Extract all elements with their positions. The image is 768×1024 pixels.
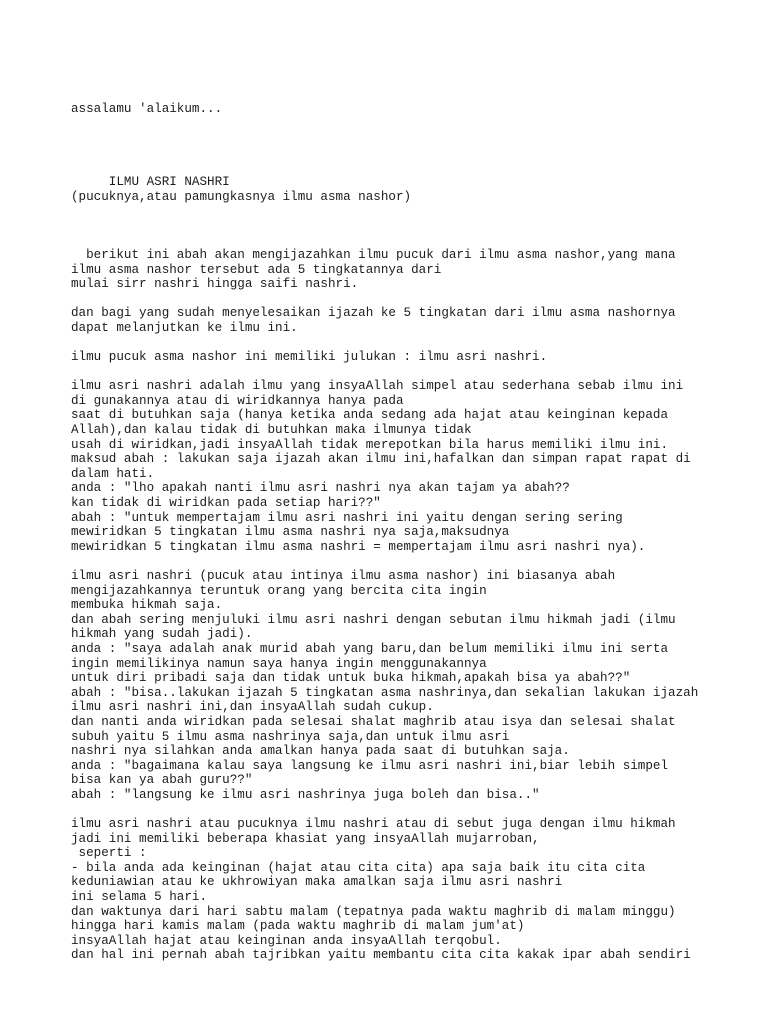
document-line: mulai sirr nashri hingga saifi nashri. — [71, 277, 359, 292]
document-line: berikut ini abah akan mengijazahkan ilmu pucuk dari ilmu asma nashor,yang mana — [71, 247, 676, 262]
document-line: di gunakannya atau di wiridkannya hanya pada — [71, 393, 404, 408]
document-line — [71, 219, 711, 234]
document-line: dalam hati. — [71, 466, 155, 481]
document-line: maksud abah : lakukan saja ijazah akan ilmu ini,hafalkan dan simpan rapat rapat di — [71, 452, 691, 467]
document-line: nashri nya silahkan anda amalkan hanya pada saat di butuhkan saja. — [71, 744, 570, 759]
document-line: ilmu asri nashri ini,dan insyaAllah sudah cukup. — [71, 700, 434, 715]
document-line — [71, 554, 711, 569]
document-line: ilmu asri nashri adalah ilmu yang insyaAllah simpel atau sederhana sebab ilmu ini — [71, 379, 684, 394]
document-line: subuh yaitu 5 ilmu asma nashrinya saja,dan untuk ilmu asri — [71, 729, 510, 744]
document-line: untuk diri pribadi saja dan tidak untuk buka hikmah,apakah bisa ya abah??" — [71, 671, 631, 686]
document-line: Allah),dan kalau tidak di butuhkan maka ilmunya tidak — [71, 423, 472, 438]
document-line: dapat melanjutkan ke ilmu ini. — [71, 320, 298, 335]
document-line — [71, 160, 711, 175]
document-line: saat di butuhkan saja (hanya ketika anda sedang ada hajat atau keinginan kepada — [71, 408, 669, 423]
document-line — [71, 365, 711, 380]
document-line: seperti : — [71, 846, 147, 861]
document-line: - bila anda ada keinginan (hajat atau cita cita) apa saja baik itu cita cita — [71, 860, 646, 875]
document-line: bisa kan ya abah guru??" — [71, 773, 253, 788]
document-line: dan waktunya dari hari sabtu malam (tepatnya pada waktu maghrib di malam minggu) — [71, 904, 676, 919]
document-line: ini selama 5 hari. — [71, 890, 208, 905]
document-line: mengijazahkannya teruntuk orang yang bercita cita ingin — [71, 583, 487, 598]
document-line: insyaAllah hajat atau keinginan anda insyaAllah terqobul. — [71, 933, 502, 948]
document-line: hingga hari kamis malam (pada waktu maghrib di malam jum'at) — [71, 919, 525, 934]
document-line: anda : "saya adalah anak murid abah yang baru,dan belum memiliki ilmu ini serta — [71, 641, 669, 656]
document-line — [71, 233, 711, 248]
document-line: dan nanti anda wiridkan pada selesai shalat maghrib atau isya dan selesai shalat — [71, 714, 676, 729]
document-line: dan bagi yang sudah menyelesaikan ijazah ke 5 tingkatan dari ilmu asma nashornya — [71, 306, 676, 321]
document-line: assalamu 'alaikum... — [71, 102, 223, 116]
document-line: ilmu asma nashor tersebut ada 5 tingkatannya dari — [71, 262, 442, 277]
document-line: keduniawian atau ke ukhrowiyan maka amalkan saja ilmu asri nashri — [71, 875, 563, 890]
document-line: jadi ini memiliki beberapa khasiat yang insyaAllah mujarroban, — [71, 831, 540, 846]
document-line: (pucuknya,atau pamungkasnya ilmu asma nashor) — [71, 189, 412, 204]
document-line: ilmu asri nashri (pucuk atau intinya ilmu asma nashor) ini biasanya abah — [71, 569, 616, 583]
document-line: anda : "lho apakah nanti ilmu asri nashri nya akan tajam ya abah?? — [71, 481, 570, 496]
document-line: abah : "langsung ke ilmu asri nashrinya juga boleh dan bisa.." — [71, 787, 540, 802]
document-line — [71, 336, 711, 351]
document-line: dan abah sering menjuluki ilmu asri nashri dengan sebutan ilmu hikmah jadi (ilmu — [71, 612, 676, 627]
document-text — [71, 102, 711, 963]
document-line: usah di wiridkan,jadi insyaAllah tidak merepotkan bila harus memiliki ilmu ini. — [71, 437, 669, 452]
document-line: mewiridkan 5 tingkatan ilmu asma nashri = mempertajam ilmu asri nashri nya). — [71, 539, 646, 554]
document-line: abah : "untuk mempertajam ilmu asri nashri ini yaitu dengan sering sering — [71, 510, 623, 525]
document-line — [71, 117, 711, 132]
document-line: ingin memilikinya namun saya hanya ingin menggunakannya — [71, 656, 487, 671]
document-line — [71, 803, 711, 818]
document-line: mewiridkan 5 tingkatan ilmu asma nashri nya saja,maksudnya — [71, 525, 510, 540]
document-line: kan tidak di wiridkan pada setiap hari??" — [71, 496, 381, 511]
document-line — [71, 292, 711, 307]
document-line: abah : "bisa..lakukan ijazah 5 tingkatan asma nashrinya,dan sekalian lakukan ijazah — [71, 685, 699, 700]
document-line — [71, 204, 711, 219]
document-line: hikmah yang sudah jadi). — [71, 627, 253, 642]
document-line: ilmu asri nashri atau pucuknya ilmu nashri atau di sebut juga dengan ilmu hikmah — [71, 817, 676, 832]
document-line: anda : "bagaimana kalau saya langsung ke ilmu asri nashri ini,biar lebih simpel — [71, 758, 669, 773]
document-line: membuka hikmah saja. — [71, 598, 223, 613]
document-line — [71, 131, 711, 146]
document-line — [71, 146, 711, 161]
document-line: ILMU ASRI NASHRI — [71, 174, 230, 189]
document-line: ilmu pucuk asma nashor ini memiliki julukan : ilmu asri nashri. — [71, 350, 548, 365]
document-line: dan hal ini pernah abah tajribkan yaitu membantu cita cita kakak ipar abah sendiri — [71, 948, 691, 963]
